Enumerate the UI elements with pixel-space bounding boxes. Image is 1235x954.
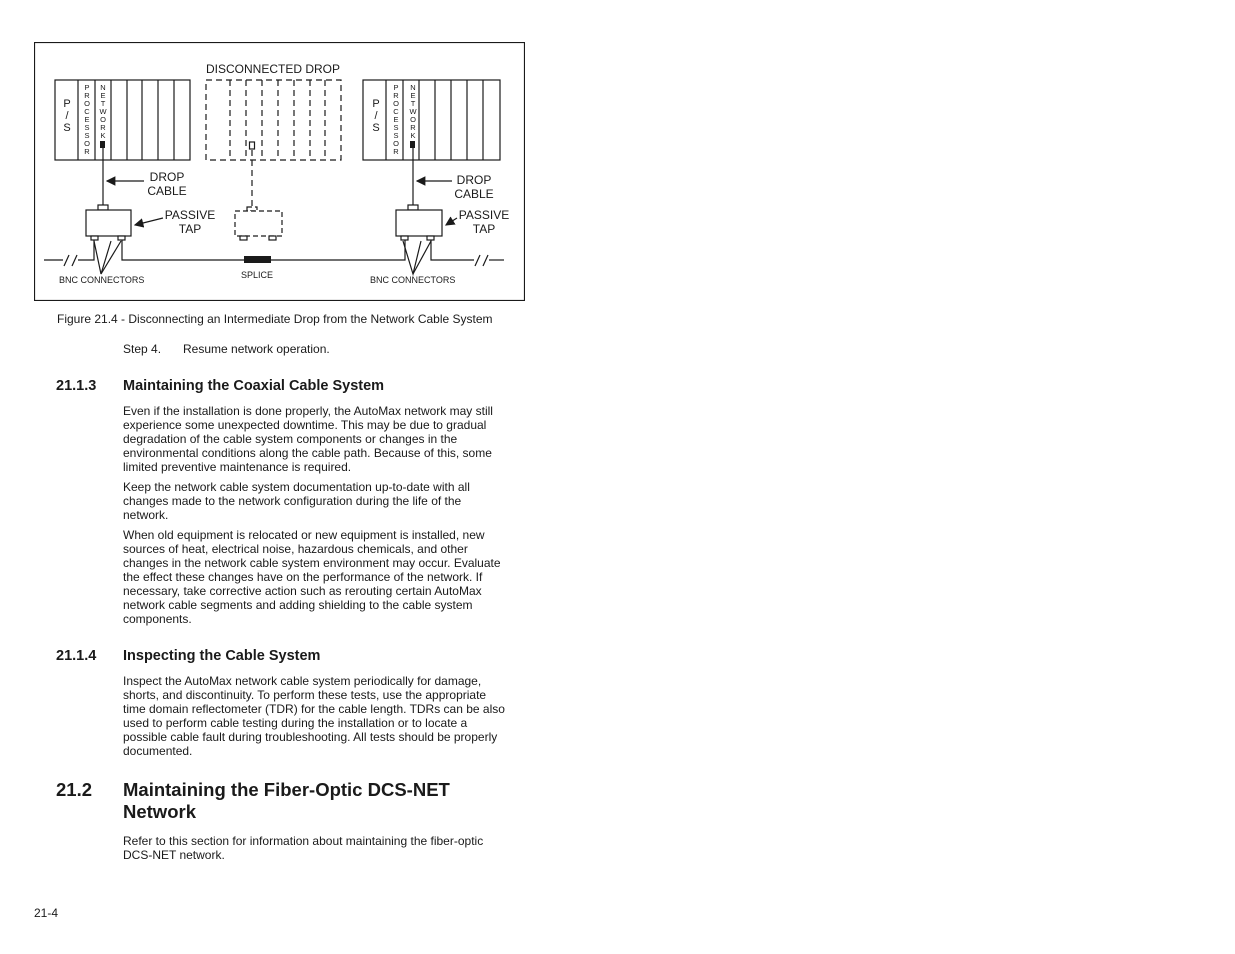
disconnected-network-port: [250, 142, 255, 149]
network-cable-diagram: [34, 42, 525, 301]
paragraph: Even if the installation is done properly, the AutoMax network may still experience some unexpected downtime. This may be due to gradual degradation of the cable system components or changes in the environmental conditions along the cable path. Because of this, some limited preventive maintenance is required.: [123, 404, 493, 474]
page-number: 21-4: [34, 906, 59, 920]
section-number: 21.1.4: [56, 648, 97, 664]
left-processor-label: P R O C E S S O R: [84, 83, 90, 156]
disconnected-drop-label: DISCONNECTED DROP: [205, 62, 341, 76]
paragraph: Keep the network cable system documentation up-to-date with all changes made to the network configuration during the life of the network.: [123, 480, 470, 522]
left-tap-arrow: [135, 218, 163, 225]
left-passive-tap: [86, 205, 131, 240]
right-network-label: N E T W O R K: [409, 83, 417, 140]
section-title: Maintaining the Fiber-Optic DCS-NET Network: [123, 779, 450, 822]
right-passive-tap: [396, 205, 442, 240]
disconnected-rack: [206, 80, 341, 160]
paragraph: Refer to this section for information about maintaining the fiber-optic DCS-NET network.: [123, 834, 484, 862]
right-network-port: [410, 141, 415, 148]
paragraph: Inspect the AutoMax network cable system periodically for damage, shorts, and discontinuity. To perform these tests, use the appropriate time domain reflectometer (TDR) for the cable length. TDRs can be also used to perform cable testing during the installation or to locate a possible cable fault during troubleshooting. All tests should be properly documented.: [123, 674, 505, 758]
left-bnc-label: BNC CONNECTORS: [59, 275, 145, 285]
right-passive-tap-label: PASSIVE TAP: [458, 208, 510, 236]
paragraph: When old equipment is relocated or new equipment is installed, new sources of heat, electrical noise, hazardous chemicals, and other changes in the network cable system environment may occur. Evaluate the effect these changes have on the performance of the network. If necessary, take corrective action such as rerouting certain AutoMax network cable segments and adding shielding to the cable system components.: [123, 528, 501, 626]
right-drop-cable-label: DROP CABLE: [454, 173, 494, 201]
step-number: Step 4.: [123, 342, 162, 356]
right-ps-label: P / S: [372, 98, 380, 134]
step-text: Resume network operation.: [183, 342, 330, 356]
section-number: 21.1.3: [56, 378, 97, 394]
right-tap-arrow: [446, 218, 457, 225]
left-passive-tap-label: PASSIVE TAP: [164, 208, 216, 236]
splice-label: SPLICE: [240, 270, 274, 280]
right-rack: [363, 80, 500, 160]
left-ps-label: P / S: [63, 98, 71, 134]
right-processor-label: P R O C E S S O R: [393, 83, 399, 156]
left-network-port: [100, 141, 105, 148]
section-number: 21.2: [56, 779, 93, 800]
disconnected-tap-connectors: [240, 236, 276, 240]
left-drop-cable-label: DROP CABLE: [147, 170, 187, 198]
left-network-label: N E T W O R K: [99, 83, 107, 140]
figure-caption: Figure 21.4 - Disconnecting an Intermediate Drop from the Network Cable System: [57, 312, 493, 326]
splice-marker: [244, 256, 271, 263]
trunk-cable: [44, 240, 504, 266]
section-title: Maintaining the Coaxial Cable System: [123, 378, 385, 394]
section-title: Inspecting the Cable System: [123, 648, 321, 664]
left-rack: [55, 80, 190, 160]
right-bnc-label: BNC CONNECTORS: [370, 275, 456, 285]
disconnected-passive-tap: [235, 207, 282, 236]
step-line: [123, 342, 330, 356]
